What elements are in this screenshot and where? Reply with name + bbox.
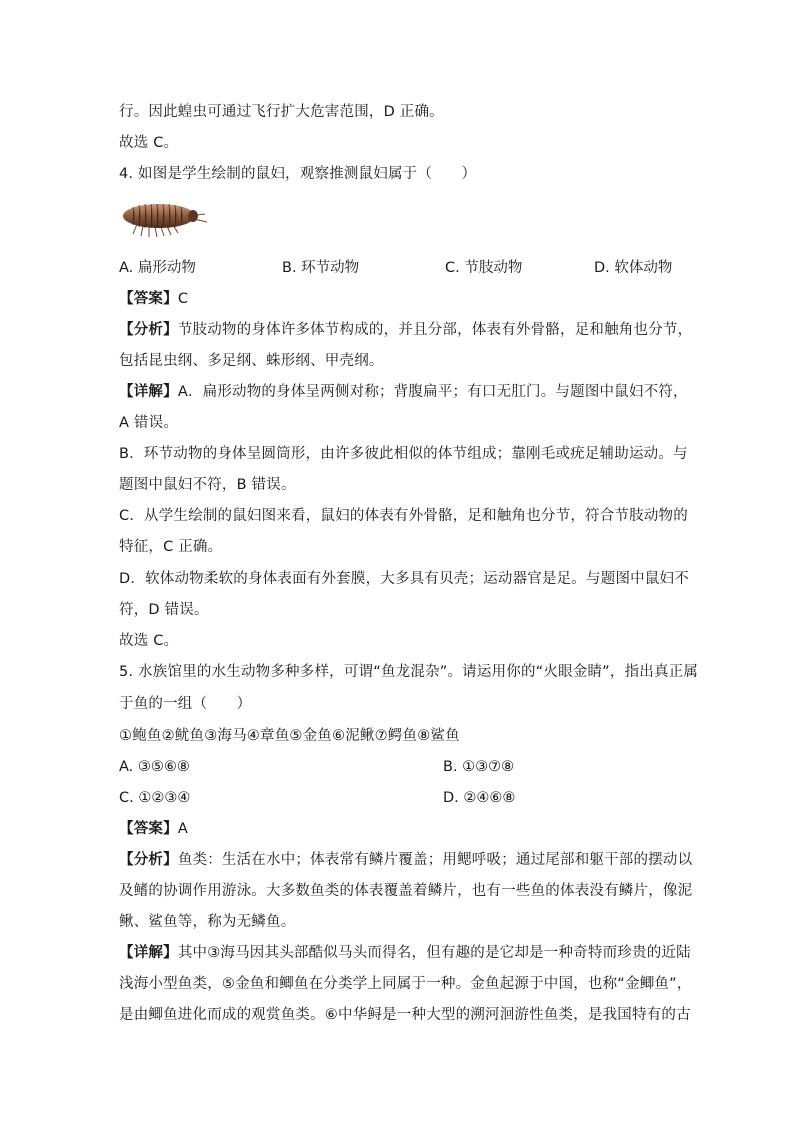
answer-tag: 【答案】 [119,821,178,837]
text-line: B．环节动物的身体呈圆筒形，由许多彼此相似的体节组成；靠刚毛或疣足辅助运动。与 [119,446,688,462]
analysis-text: 鱼类：生活在水中；体表常有鳞片覆盖；用鳃呼吸；通过尾部和躯干部的摆动以 [177,852,693,868]
detail-tag: 【详解】 [119,945,178,961]
question-5-items: ①鲍鱼②鱿鱼③海马④章鱼⑤金鱼⑥泥鳅⑦鳄鱼⑧鲨鱼 [119,728,460,744]
text-line: A 错误。 [119,415,179,431]
woodlouse-illustration [119,196,211,240]
answer-line [119,819,188,839]
analysis-line [119,850,692,870]
text-line: 题图中鼠妇不符，B 错误。 [119,477,296,493]
option-d: D. ②④⑥⑧ [443,790,516,806]
text-line: 故选 C。 [119,135,179,151]
text-line: 鳅、鲨鱼等，称为无鳞鱼。 [119,914,296,930]
woodlouse-icon [119,196,211,240]
analysis-text: 节肢动物的身体许多体节构成的，并且分部，体表有外骨骼，足和触角也分节， [177,322,693,338]
conclusion-line: 故选 C。 [119,633,179,649]
text-line: 于鱼的一组（ ） [119,696,252,712]
analysis-tag: 【分析】 [119,322,178,338]
text-line: 包括昆虫纲、多足纲、蛛形纲、甲壳纲。 [119,353,384,369]
text-line: 特征，C 正确。 [119,539,223,555]
text-line: 符，D 错误。 [119,602,209,618]
option-a: A. 扁形动物 [119,260,196,276]
answer-tag: 【答案】 [119,291,178,307]
answer-value: A [177,821,188,837]
detail-line [119,943,691,963]
answer-value: C [177,291,189,307]
detail-tag: 【详解】 [119,384,178,400]
text-line: D．软体动物柔软的身体表面有外套膜，大多具有贝壳；运动器官是足。与题图中鼠妇不 [119,571,689,587]
text-line: 浅海小型鱼类，⑤金鱼和鲫鱼在分类学上同属于一种。金鱼起源于中国，也称“金鲫鱼”， [119,976,692,992]
text-line: 行。因此蝗虫可通过飞行扩大危害范围，D 正确。 [119,104,444,120]
question-5-stem: 5. 水族馆里的水生动物多种多样，可谓“鱼龙混杂”。请运用你的“火眼金睛”，指出真正属 [119,664,699,680]
option-d: D. 软体动物 [594,260,673,276]
option-c: C. 节肢动物 [445,260,523,276]
detail-text: A．扁形动物的身体呈两侧对称；背腹扁平；有口无肛门。与题图中鼠妇不符， [177,384,688,400]
option-b: B. 环节动物 [282,260,360,276]
option-c: C. ①②③④ [119,790,191,806]
text-line: 及鳍的协调作用游泳。大多数鱼类的体表覆盖着鳞片，也有一些鱼的体表没有鳞片，像泥 [119,883,693,899]
option-a: A. ③⑤⑥⑧ [119,759,190,775]
detail-line [119,382,688,402]
question-4-stem: 4. 如图是学生绘制的鼠妇，观察推测鼠妇属于（ ） [119,166,477,182]
text-line: 是由鲫鱼进化而成的观赏鱼类。⑥中华鲟是一种大型的溯河洄游性鱼类，是我国特有的古 [119,1007,691,1023]
analysis-tag: 【分析】 [119,852,178,868]
detail-text: 其中③海马因其头部酷似马头而得名，但有趣的是它却是一种奇特而珍贵的近陆 [177,945,691,961]
text-line: C．从学生绘制的鼠妇图来看，鼠妇的体表有外骨骼，足和触角也分节，符合节肢动物的 [119,508,688,524]
analysis-line [119,320,692,340]
answer-line [119,289,188,309]
option-b: B. ①③⑦⑧ [443,759,515,775]
